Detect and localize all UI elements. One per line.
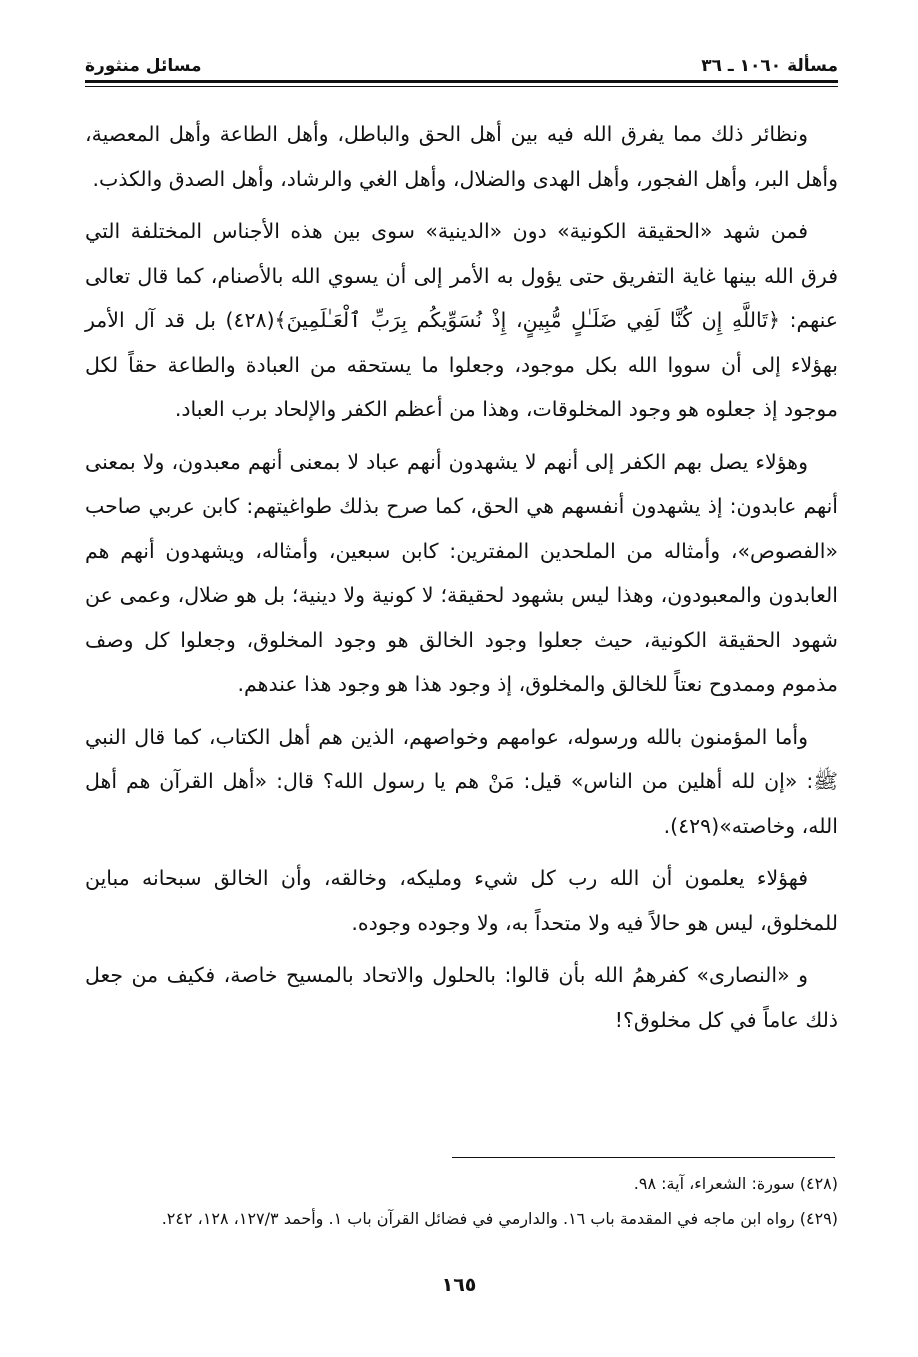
footnote-428: (٤٢٨) سورة: الشعراء، آية: ٩٨. <box>633 1174 838 1193</box>
paragraph-6: و «النصارى» كفرهمُ الله بأن قالوا: بالحلول والاتحاد بالمسيح خاصة، فكيف من جعل ذلك عاماً في كل مخلوق؟! <box>85 963 838 1032</box>
header-chapter-title: مسألة ١٠٦٠ ـ ٣٦ <box>701 56 838 76</box>
running-header <box>85 46 838 76</box>
page-number: ١٦٥ <box>441 1274 477 1296</box>
paragraph-5: فهؤلاء يعلمون أن الله رب كل شيء ومليكه، وخالقه، وأن الخالق سبحانه مباين للمخلوق، ليس هو حالاً فيه ولا متحداً به، ولا وجوده وجوده. <box>85 866 838 935</box>
paragraph-4: وأما المؤمنون بالله ورسوله، عوامهم وخواصهم، الذين هم أهل الكتاب، كما قال النبي ﷺ: «إن لله أهلين من الناس» قيل: مَنْ هم يا رسول الله؟ قال: «أهل القرآن هم أهل الله، وخاصته»(٤٢٩). <box>85 724 838 838</box>
paragraph-3: وهؤلاء يصل بهم الكفر إلى أنهم لا يشهدون أنهم عباد لا بمعنى أنهم معبدون، ولا بمعنى أنهم عابدون: إذ يشهدون أنفسهم هي الحق، كما صرح بذلك طواغيتهم: كابن عربي صاحب «الفصوص»، وأمثاله من الملحدين المفترين: كابن سبعين، وأمثاله، ويشهدون أنهم هم العابدون والمعبودون، وهذا ليس بشهود لحقيقة؛ لا كونية ولا دينية؛ بل هو ضلال، وعمى عن شهود الحقيقة الكونية، حيث جعلوا وجود الخالق هو وجود المخلوق، وجعلوا كل وصف مذموم وممدوح نعتاً للخالق والمخلوق، إذ وجود هذا هو وجود هذا عندهم. <box>85 449 838 696</box>
footnote-separator <box>452 1157 835 1158</box>
paragraph-2: فمن شهد «الحقيقة الكونية» دون «الدينية» سوى بين هذه الأجناس المختلفة التي فرق الله بينها غاية التفريق حتى يؤول به الأمر إلى أن يسوي الله بالأصنام، كما قال تعالى عنهم: ﴿تَاللَّهِ إِن كُنَّا لَفِي ضَلَـٰلٍ مُّبِينٍ، إِذْ نُسَوِّيكُم بِرَبِّ ٱلْعَـٰلَمِينَ﴾(٤٢٨) بل قد آل الأمر بهؤلاء إلى أن سووا الله بكل موجود، وجعلوا ما يستحقه من العبادة والطاعة حقاً لكل موجود إذ جعلوه هو وجود المخلوقات، وهذا من أعظم الكفر والإلحاد برب العباد. <box>85 219 839 421</box>
footnote-429: (٤٢٩) رواه ابن ماجه في المقدمة باب ١٦. والدارمي في فضائل القرآن باب ١. وأحمد ١٢٧/٣، ١٢٨، ٢٤٢. <box>161 1209 838 1228</box>
header-rule-thick <box>85 80 838 83</box>
paragraph-1: ونظائر ذلك مما يفرق الله فيه بين أهل الحق والباطل، وأهل الطاعة وأهل المعصية، وأهل البر، وأهل الفجور، وأهل الهدى والضلال، وأهل الغي والرشاد، وأهل الصدق والكذب. <box>85 122 838 191</box>
footnotes <box>85 1166 838 1236</box>
header-rule-thin <box>85 86 838 87</box>
main-text <box>85 112 838 1046</box>
header-book-section: مسائل منثورة <box>85 56 202 76</box>
